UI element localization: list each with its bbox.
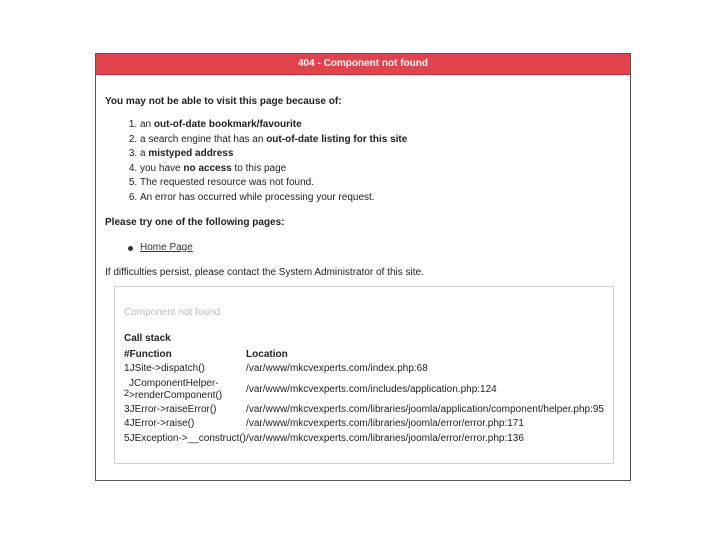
- reason-item: 6. An error has occurred while processing your request.: [140, 191, 621, 206]
- reason-item: 1. an out-of-date bookmark/favourite: [140, 118, 621, 133]
- intro-text: You may not be able to visit this page because of:: [105, 96, 342, 107]
- table-header-row: [124, 348, 604, 362]
- table-row: [124, 377, 604, 403]
- location-cell: /var/www/mkcvexperts.com/includes/application.php:124: [246, 383, 497, 395]
- function-cell: 4JError->raise(): [124, 418, 195, 430]
- error-message: Component not found: [124, 307, 221, 318]
- contact-text: If difficulties persist, please contact the System Administrator of this site.: [105, 267, 424, 278]
- function-header: #Function: [124, 349, 172, 360]
- debug-panel: [114, 286, 614, 464]
- suggested-pages-list: [105, 242, 621, 254]
- function-cell: 2JComponentHelper- >renderComponent(): [124, 377, 223, 401]
- function-cell: 5JException->__construct(): [124, 432, 247, 444]
- reason-item: 4. you have no access to this page: [140, 162, 621, 177]
- table-row: [124, 417, 604, 432]
- call-stack-title: Call stack: [124, 333, 171, 344]
- error-content: [96, 96, 630, 279]
- home-page-link[interactable]: Home Page: [140, 242, 193, 253]
- reasons-list: [105, 118, 621, 205]
- list-item: [140, 242, 621, 254]
- table-row: [124, 432, 604, 447]
- location-cell: /var/www/mkcvexperts.com/libraries/joomla/error/error.php:136: [246, 432, 524, 444]
- table-row: [124, 403, 604, 418]
- bullet-icon: [128, 246, 133, 251]
- location-header: Location: [246, 349, 288, 360]
- function-cell: 3JError->raiseError(): [124, 403, 217, 415]
- error-page-frame: [95, 53, 631, 481]
- location-cell: /var/www/mkcvexperts.com/libraries/joomla/application/component/helper.php:95: [246, 403, 604, 415]
- reason-item: 2. a search engine that has an out-of-date listing for this site: [140, 133, 621, 148]
- table-row: [124, 362, 604, 377]
- page-title: 404 - Component not found: [96, 54, 630, 75]
- function-cell: 1JSite->dispatch(): [124, 363, 205, 375]
- call-stack-table: [124, 348, 604, 446]
- reason-item: 5. The requested resource was not found.: [140, 176, 621, 191]
- location-cell: /var/www/mkcvexperts.com/libraries/joomla/error/error.php:171: [246, 418, 524, 430]
- try-heading: Please try one of the following pages:: [105, 217, 285, 228]
- reason-item: 3. a mistyped address: [140, 147, 621, 162]
- location-cell: /var/www/mkcvexperts.com/index.php:68: [246, 363, 428, 375]
